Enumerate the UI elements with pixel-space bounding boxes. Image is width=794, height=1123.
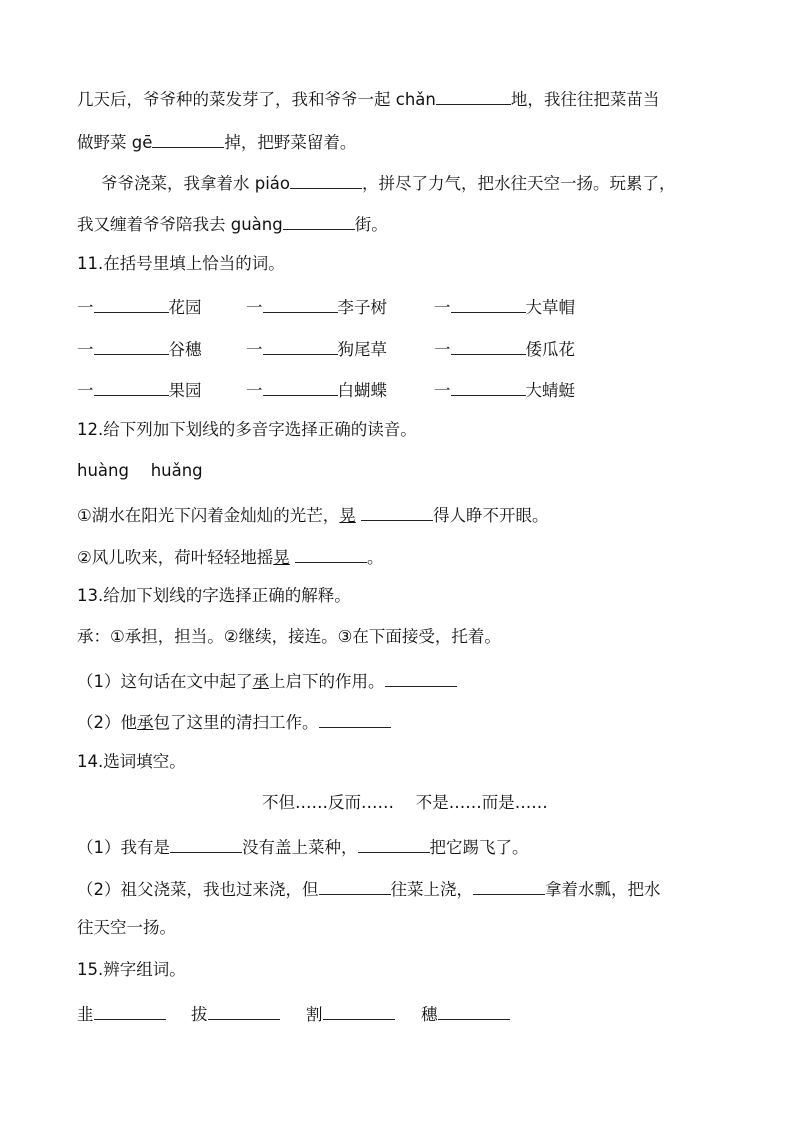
word: 花园 — [168, 298, 202, 317]
underlined-char: 承 — [137, 713, 154, 732]
answer-blank[interactable] — [385, 668, 457, 687]
prefix: 一 — [434, 340, 451, 359]
q10-paragraph1-line2 — [77, 129, 356, 154]
q15-item — [421, 1001, 510, 1026]
q15-title: 15.辨字组词。 — [77, 960, 186, 979]
underlined-char: 晃 — [339, 506, 356, 525]
answer-blank[interactable] — [319, 709, 391, 728]
text: 掉，把野菜留着。 — [224, 133, 357, 152]
answer-blank[interactable] — [361, 502, 433, 521]
answer-blank[interactable] — [323, 1001, 395, 1020]
q14-sentence2-line2: 往天空一扬。 — [77, 918, 176, 937]
q11-item — [434, 336, 575, 361]
q10-paragraph2-line2 — [77, 211, 388, 236]
q13-sentence1 — [77, 668, 457, 693]
answer-blank[interactable] — [152, 129, 224, 148]
text: （1）我有是 — [77, 838, 170, 857]
q11-item — [246, 294, 387, 319]
prefix: 一 — [246, 298, 263, 317]
text: （2）祖父浇菜，我也过来浇，但 — [77, 880, 319, 899]
word: 李子树 — [337, 298, 387, 317]
char: 拔 — [191, 1005, 208, 1024]
text: 上启下的作用。 — [269, 672, 385, 691]
char: 韭 — [77, 1005, 94, 1024]
q13-title: 13.给加下划线的字选择正确的解释。 — [77, 586, 351, 605]
answer-blank[interactable] — [473, 876, 545, 895]
answer-blank[interactable] — [436, 86, 511, 105]
answer-blank[interactable] — [208, 1001, 280, 1020]
prefix: 一 — [434, 298, 451, 317]
answer-blank[interactable] — [451, 377, 526, 396]
text: 我又缠着爷爷陪我去 guàng — [77, 215, 283, 234]
text: 地，我往往把菜苗当 — [510, 90, 660, 109]
answer-blank[interactable] — [290, 170, 362, 189]
underlined-char: 晃 — [273, 548, 290, 567]
q12-title: 12.给下列加下划线的多音字选择正确的读音。 — [77, 420, 417, 439]
prefix: 一 — [77, 298, 94, 317]
q11-item — [246, 377, 387, 402]
q10-paragraph1-line1 — [77, 86, 659, 111]
word: 狗尾草 — [337, 340, 387, 359]
answer-blank[interactable] — [94, 377, 169, 396]
text: 做野菜 gē — [77, 133, 153, 152]
text: 。 — [367, 548, 384, 567]
char: 穗 — [421, 1005, 438, 1024]
q14-sentence1 — [77, 834, 529, 859]
underlined-char: 承 — [252, 672, 269, 691]
word: 白蝴蝶 — [337, 381, 387, 400]
q11-item — [77, 336, 202, 361]
q14-options: 不但……反而…… 不是……而是…… — [262, 793, 548, 812]
char: 割 — [306, 1005, 323, 1024]
text: （1）这句话在文中起了 — [77, 672, 253, 691]
q11-title: 11.在括号里填上恰当的词。 — [77, 254, 285, 273]
prefix: 一 — [434, 381, 451, 400]
text: 得人睁不开眼。 — [433, 506, 549, 525]
answer-blank[interactable] — [94, 294, 169, 313]
q12-sentence1 — [77, 502, 549, 527]
word: 果园 — [168, 381, 202, 400]
answer-blank[interactable] — [319, 876, 391, 895]
answer-blank[interactable] — [451, 294, 526, 313]
word: 谷穗 — [168, 340, 202, 359]
answer-blank[interactable] — [263, 377, 338, 396]
answer-blank[interactable] — [263, 336, 338, 355]
q11-item — [246, 336, 387, 361]
prefix: 一 — [246, 381, 263, 400]
answer-blank[interactable] — [94, 336, 169, 355]
q15-item — [77, 1001, 166, 1026]
answer-blank[interactable] — [358, 834, 430, 853]
q11-item — [434, 377, 575, 402]
q13-sentence2 — [77, 709, 391, 734]
answer-blank[interactable] — [94, 1001, 166, 1020]
prefix: 一 — [77, 340, 94, 359]
text: 爷爷浇菜，我拿着水 piáo — [101, 174, 291, 193]
answer-blank[interactable] — [438, 1001, 510, 1020]
q11-item — [77, 377, 202, 402]
text: 把它踢飞了。 — [429, 838, 529, 857]
prefix: 一 — [77, 381, 94, 400]
word: 大蜻蜓 — [525, 381, 575, 400]
answer-blank[interactable] — [283, 211, 355, 230]
q10-paragraph2-line1 — [101, 170, 676, 195]
text: 拿着水瓢，把水 — [545, 880, 661, 899]
q12-sentence2 — [77, 544, 384, 569]
text: 没有盖上菜种， — [242, 838, 358, 857]
q15-item — [306, 1001, 395, 1026]
text: ①湖水在阳光下闪着金灿灿的光芒， — [77, 506, 340, 525]
text: 街。 — [354, 215, 388, 234]
q14-sentence2-line1 — [77, 876, 661, 901]
word: 大草帽 — [525, 298, 575, 317]
q11-item — [77, 294, 202, 319]
text: 几天后，爷爷种的菜发芽了，我和爷爷一起 chǎn — [77, 90, 436, 109]
word: 倭瓜花 — [525, 340, 575, 359]
q11-item — [434, 294, 575, 319]
answer-blank[interactable] — [170, 834, 242, 853]
answer-blank[interactable] — [263, 294, 338, 313]
prefix: 一 — [246, 340, 263, 359]
q14-title: 14.选词填空。 — [77, 752, 186, 771]
answer-blank[interactable] — [451, 336, 526, 355]
q12-readings: huàng huǎng — [77, 461, 203, 480]
q13-definition: 承：①承担，担当。②继续，接连。③在下面接受，托着。 — [77, 627, 501, 646]
text: （2）他 — [77, 713, 137, 732]
text: 包了这里的清扫工作。 — [153, 713, 319, 732]
text: ，拼尽了力气，把水往天空一扬。玩累了， — [362, 174, 676, 193]
answer-blank[interactable] — [295, 544, 367, 563]
text: ②风儿吹来，荷叶轻轻地摇 — [77, 548, 274, 567]
q15-item — [191, 1001, 280, 1026]
text: 往菜上浇， — [390, 880, 473, 899]
